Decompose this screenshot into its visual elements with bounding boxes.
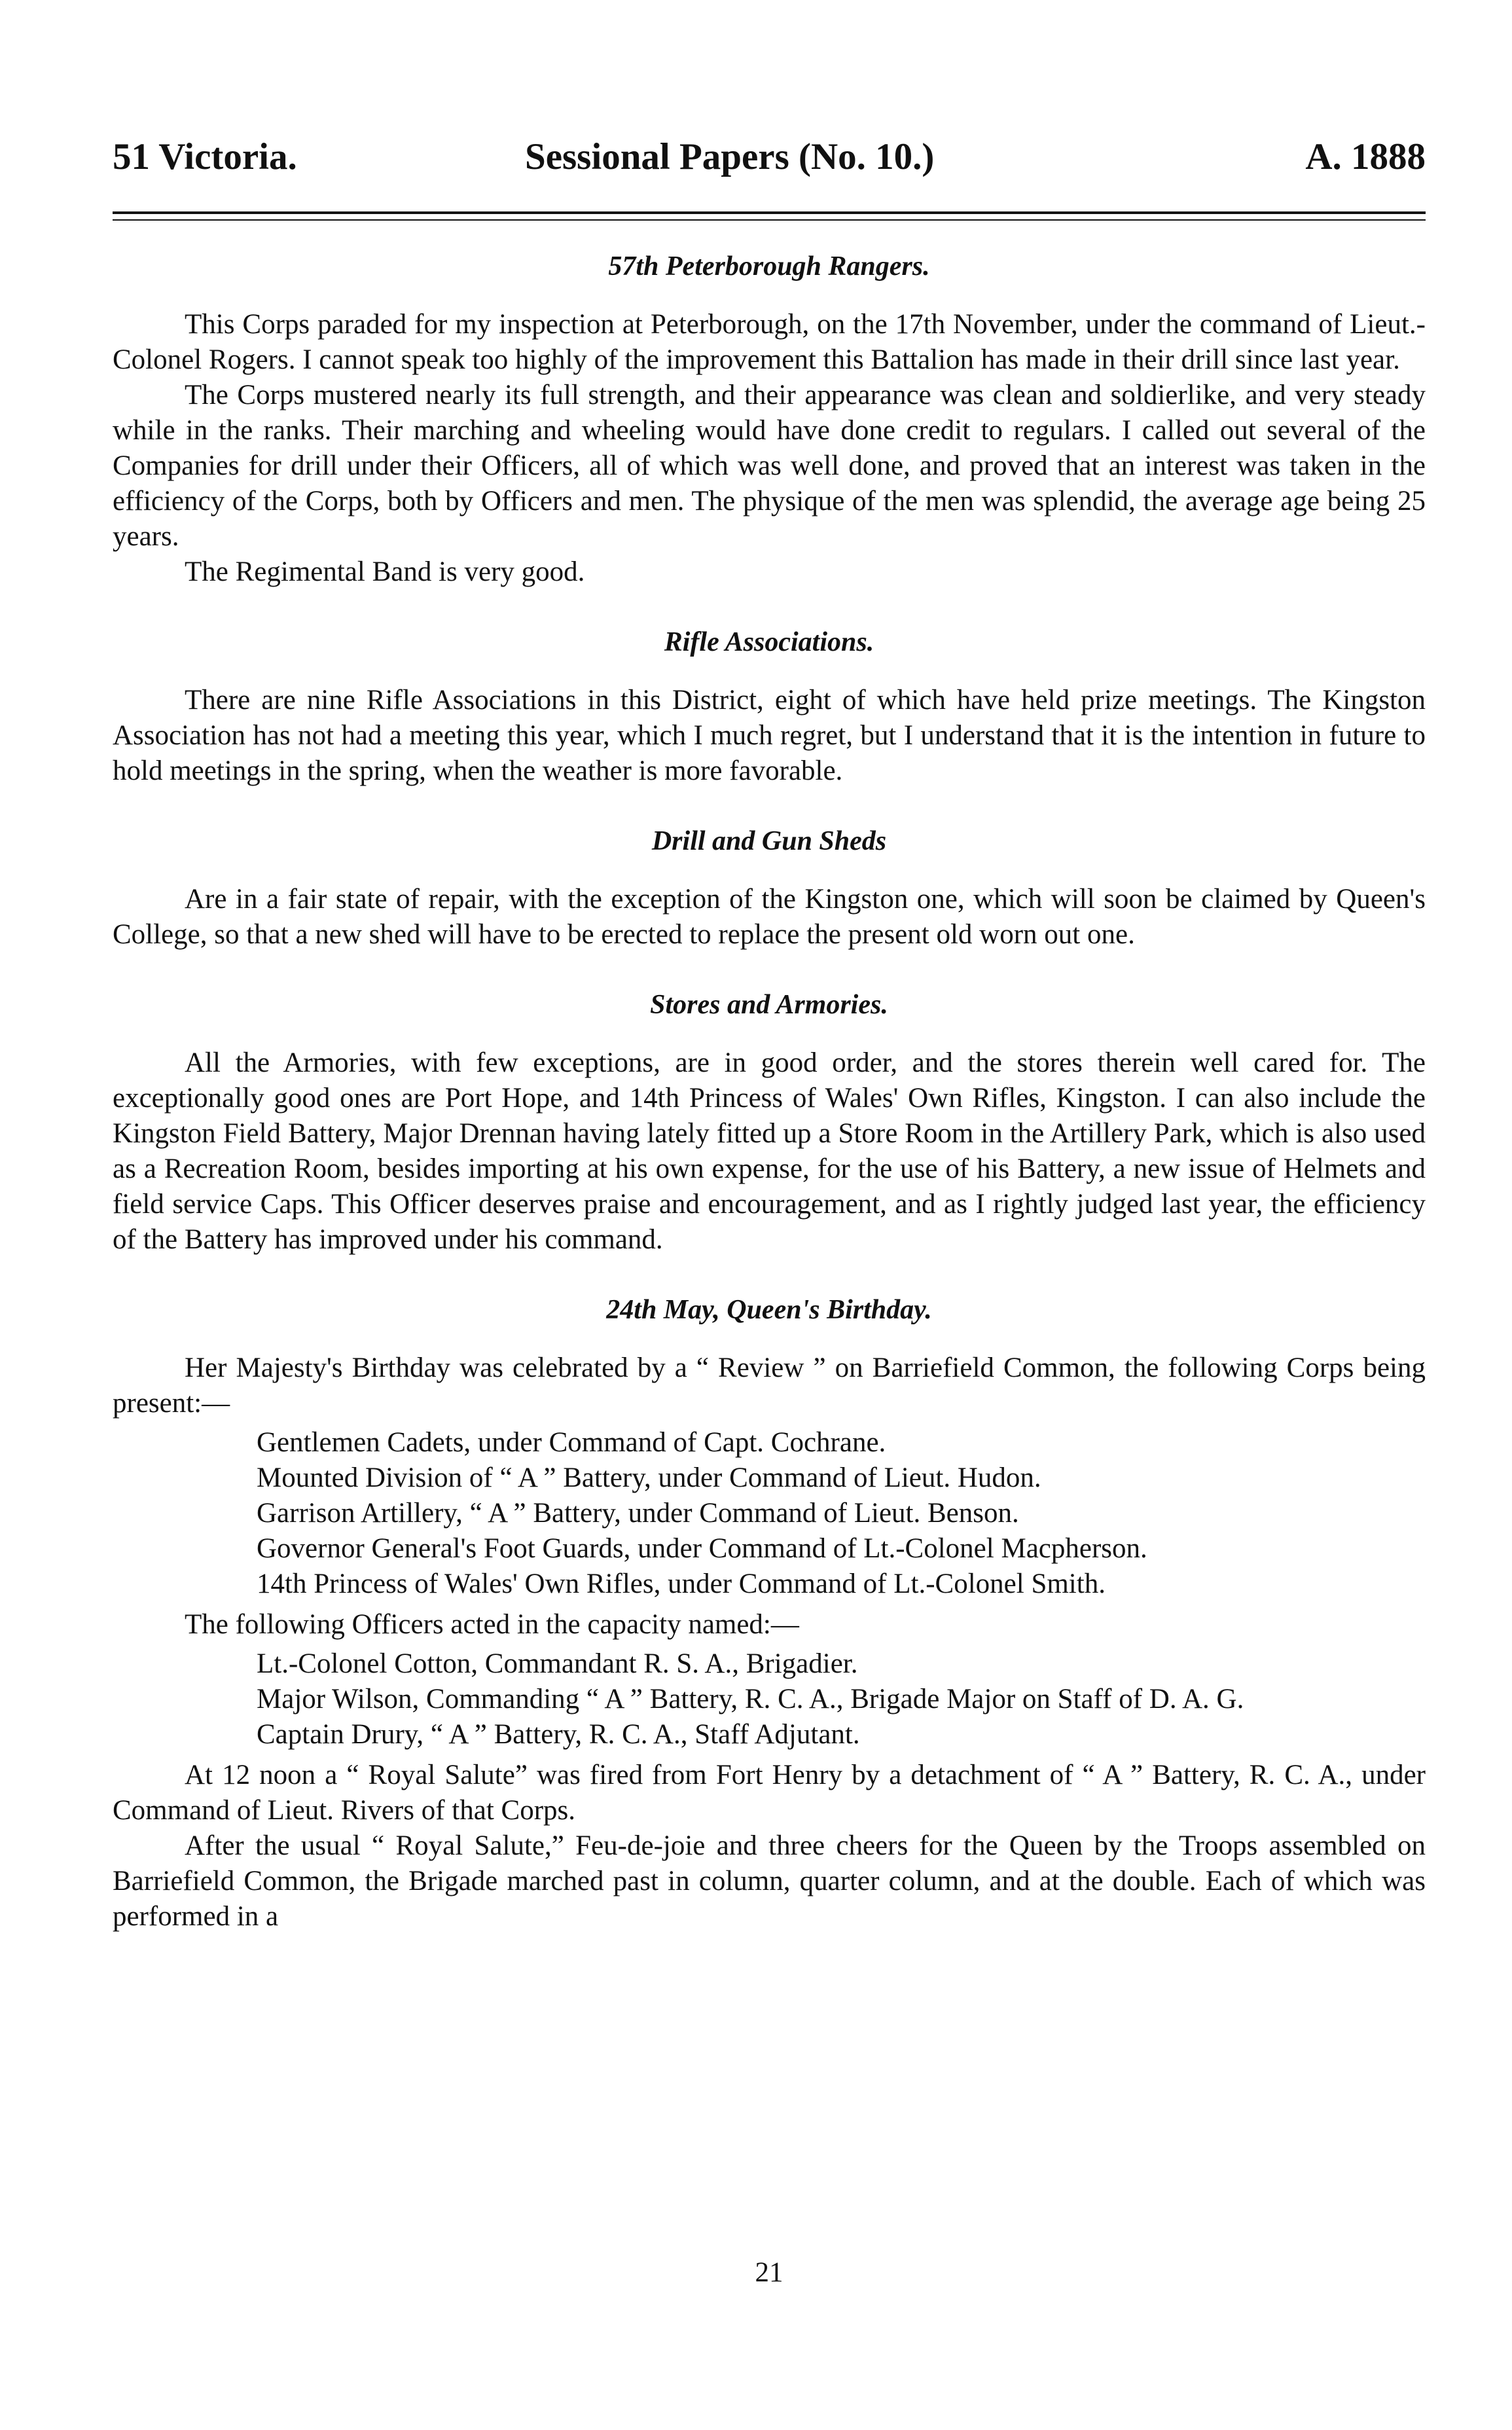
list-item: Major Wilson, Commanding “ A ” Battery, R. C. A., Brigade Major on Staff of D. A. G. xyxy=(257,1684,1244,1714)
section-title-stores: Stores and Armories. xyxy=(650,990,888,1020)
corps-list xyxy=(113,1425,1426,1602)
list-item: 14th Princess of Wales' Own Rifles, under Command of Lt.-Colonel Smith. xyxy=(257,1569,1106,1599)
running-head xyxy=(113,128,1426,187)
paragraph: This Corps paraded for my inspection at Peterborough, on the 17th November, under the command of Lieut.-Colonel Rogers. I cannot speak too highly of the improvement this Battalion has made in their drill since last year. xyxy=(113,309,1426,375)
list-item: Garrison Artillery, “ A ” Battery, under Command of Lieut. Benson. xyxy=(257,1498,1019,1529)
section-title-rangers: 57th Peterborough Rangers. xyxy=(608,251,930,281)
paragraph: There are nine Rifle Associations in this District, eight of which have held prize meetings. The Kingston Association has not had a meeting this year, which I much regret, but I understand that it is the intention in future to hold meetings in the spring, when the weather is more favorable. xyxy=(113,685,1426,786)
section-title-birthday: 24th May, Queen's Birthday. xyxy=(606,1295,932,1325)
paragraph: The Regimental Band is very good. xyxy=(185,556,585,587)
paragraph: At 12 noon a “ Royal Salute” was fired from Fort Henry by a detachment of “ A ” Battery, R. C. A., under Command of Lieut. Rivers of that Corps. xyxy=(113,1760,1426,1826)
list-item: Mounted Division of “ A ” Battery, under Command of Lieut. Hudon. xyxy=(257,1462,1041,1493)
section-title-drill: Drill and Gun Sheds xyxy=(651,826,887,856)
paragraph: All the Armories, with few exceptions, are in good order, and the stores therein well cared for. The exceptionally good ones are Port Hope, and 14th Princess of Wales' Own Rifles, Kingston. I can also include the Kingston Field Battery, Major Drennan having lately fitted up a Store Room in the Artillery Park, which is also used as a Recreation Room, besides importing at his own expense, for the use of his Battery, a new issue of Helmets and field service Caps. This Officer deserves praise and encouragement, and as I rightly judged last year, the efficiency of the Battery has improved under his command. xyxy=(113,1047,1426,1255)
header-session: 51 Victoria. xyxy=(113,136,297,177)
list-item: Gentlemen Cadets, under Command of Capt. Cochrane. xyxy=(257,1427,886,1458)
paragraph: Are in a fair state of repair, with the exception of the Kingston one, which will soon be claimed by Queen's College, so that a new shed will have to be erected to replace the present old worn out one. xyxy=(113,884,1426,950)
list-item: Governor General's Foot Guards, under Command of Lt.-Colonel Macpherson. xyxy=(257,1533,1147,1564)
paragraph: The following Officers acted in the capacity named:— xyxy=(185,1609,799,1640)
paragraph: Her Majesty's Birthday was celebrated by a “ Review ” on Barriefield Common, the following Corps being present:— xyxy=(113,1352,1426,1419)
header-rule xyxy=(113,211,1426,221)
document-page xyxy=(113,128,1426,2288)
section-title-rifle: Rifle Associations. xyxy=(664,627,874,657)
paragraph: After the usual “ Royal Salute,” Feu-de-joie and three cheers for the Queen by the Troops assembled on Barriefield Common, the Brigade marched past in column, quarter column, and at the double. Each of which was performed in a xyxy=(113,1830,1426,1932)
header-title: Sessional Papers (No. 10.) xyxy=(525,136,935,177)
officers-list xyxy=(113,1646,1426,1752)
list-item: Captain Drury, “ A ” Battery, R. C. A., Staff Adjutant. xyxy=(257,1719,860,1750)
page-number: 21 xyxy=(755,2257,783,2288)
paragraph: The Corps mustered nearly its full strength, and their appearance was clean and soldierlike, and very steady while in the ranks. Their marching and wheeling would have done credit to regulars. I called out several of the Companies for drill under their Officers, all of which was well done, and proved that an interest was taken in the efficiency of the Corps, both by Officers and men. The physique of the men was splendid, the average age being 25 years. xyxy=(113,380,1426,552)
header-year: A. 1888 xyxy=(1305,136,1426,177)
list-item: Lt.-Colonel Cotton, Commandant R. S. A., Brigadier. xyxy=(257,1648,858,1679)
